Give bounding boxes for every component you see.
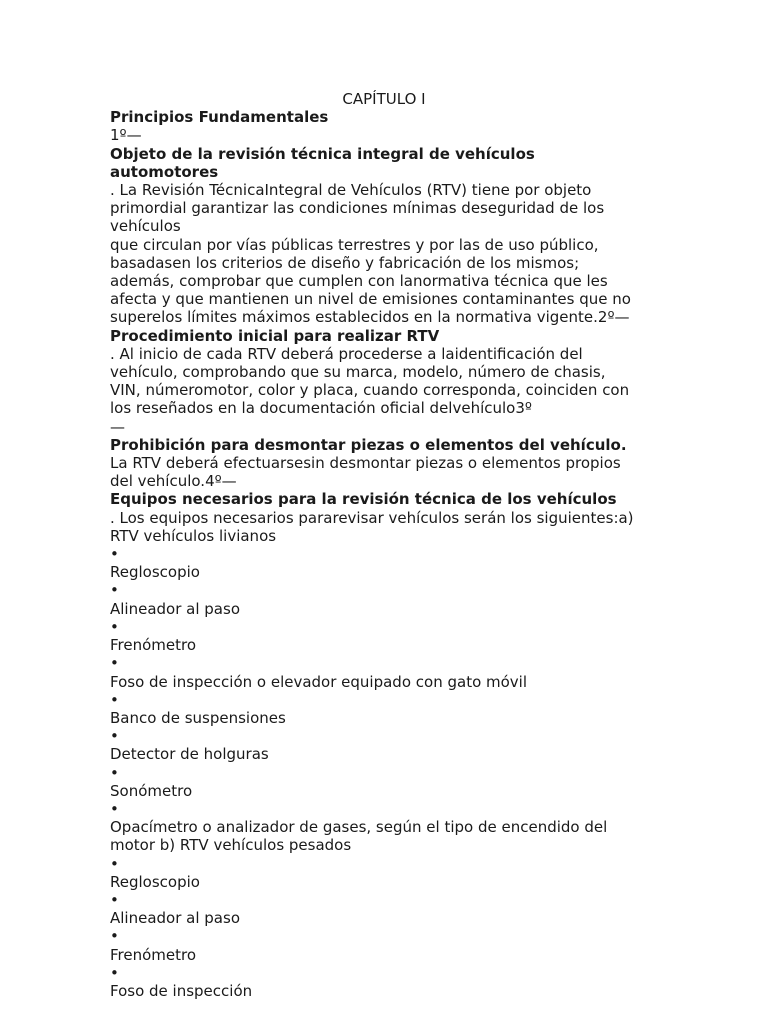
article-3-text-line-1: La RTV deberá efectuarsesin desmontar piezas o elementos propios: [110, 454, 621, 473]
bullet-icon: •: [110, 927, 119, 946]
bullet-icon: •: [110, 763, 119, 782]
article-1-text-line-1: . La Revisión TécnicaIntegral de Vehículos (RTV) tiene por objeto: [110, 181, 592, 200]
bullet-icon: •: [110, 617, 119, 636]
list-item: Frenómetro: [110, 636, 197, 655]
list-item: Alineador al paso: [110, 909, 240, 928]
list-item-line-1: Opacímetro o analizador de gases, según el tipo de encendido del: [110, 818, 608, 837]
article-4-text-line-1: . Los equipos necesarios pararevisar vehículos serán los siguientes:a): [110, 508, 634, 527]
article-2-text-line-1: . Al inicio de cada RTV deberá procederse a laidentificación del: [110, 344, 583, 363]
list-item: Banco de suspensiones: [110, 708, 286, 727]
bullet-icon: •: [110, 581, 119, 600]
article-1-text-line-6: además, comprobar que cumplen con lanormativa técnica que les: [110, 272, 608, 291]
bullet-icon: •: [110, 799, 119, 818]
article-4-title: Equipos necesarios para la revisión técnica de los vehículos: [110, 490, 617, 509]
list-item: Detector de holguras: [110, 745, 269, 764]
article-1-title-line-2: automotores: [110, 162, 219, 181]
bullet-icon: •: [110, 963, 119, 982]
document-page: [110, 90, 658, 1000]
article-2-text-line-5: —: [110, 417, 125, 436]
list-item: Regloscopio: [110, 872, 200, 891]
bullet-icon: •: [110, 545, 119, 564]
article-1-text-line-3: vehículos: [110, 217, 181, 236]
article-1-title-line-1: Objeto de la revisión técnica integral de vehículos: [110, 144, 535, 163]
bullet-icon: •: [110, 690, 119, 709]
list-item: Foso de inspección: [110, 981, 253, 1000]
bullet-icon: •: [110, 890, 119, 909]
list-item: Regloscopio: [110, 563, 200, 582]
bullet-icon: •: [110, 854, 119, 873]
bullet-icon: •: [110, 727, 119, 746]
list-item: Frenómetro: [110, 945, 197, 964]
list-item: Alineador al paso: [110, 599, 240, 618]
chapter-heading: CAPÍTULO I: [342, 90, 426, 108]
article-3-text-line-2: del vehículo.4º—: [110, 472, 237, 491]
list-item-line-2: motor b) RTV vehículos pesados: [110, 836, 352, 855]
list-item: Foso de inspección o elevador equipado con gato móvil: [110, 672, 528, 691]
article-2-text-line-3: VIN, númeromotor, color y placa, cuando corresponda, coinciden con: [110, 381, 630, 400]
list-item: Sonómetro: [110, 781, 193, 800]
bullet-icon: •: [110, 654, 119, 673]
article-2-title: Procedimiento inicial para realizar RTV: [110, 326, 440, 345]
article-2-text-line-2: vehículo, comprobando que su marca, modelo, número de chasis,: [110, 363, 606, 382]
article-1-text-line-8: superelos límites máximos establecidos en la normativa vigente.2º—: [110, 308, 630, 327]
article-2-text-line-4: los reseñados en la documentación oficial delvehículo3º: [110, 399, 532, 418]
article-1-number: 1º—: [110, 126, 142, 145]
article-1-text-line-5: basadasen los criterios de diseño y fabricación de los mismos;: [110, 253, 580, 272]
article-1-text-line-4: que circulan por vías públicas terrestres y por las de uso público,: [110, 235, 599, 254]
section-title: Principios Fundamentales: [110, 108, 329, 127]
article-3-title: Prohibición para desmontar piezas o elementos del vehículo.: [110, 435, 627, 454]
article-1-text-line-2: primordial garantizar las condiciones mínimas deseguridad de los: [110, 199, 605, 218]
article-1-text-line-7: afecta y que mantienen un nivel de emisiones contaminantes que no: [110, 290, 631, 309]
article-4-text-line-2: RTV vehículos livianos: [110, 526, 277, 545]
